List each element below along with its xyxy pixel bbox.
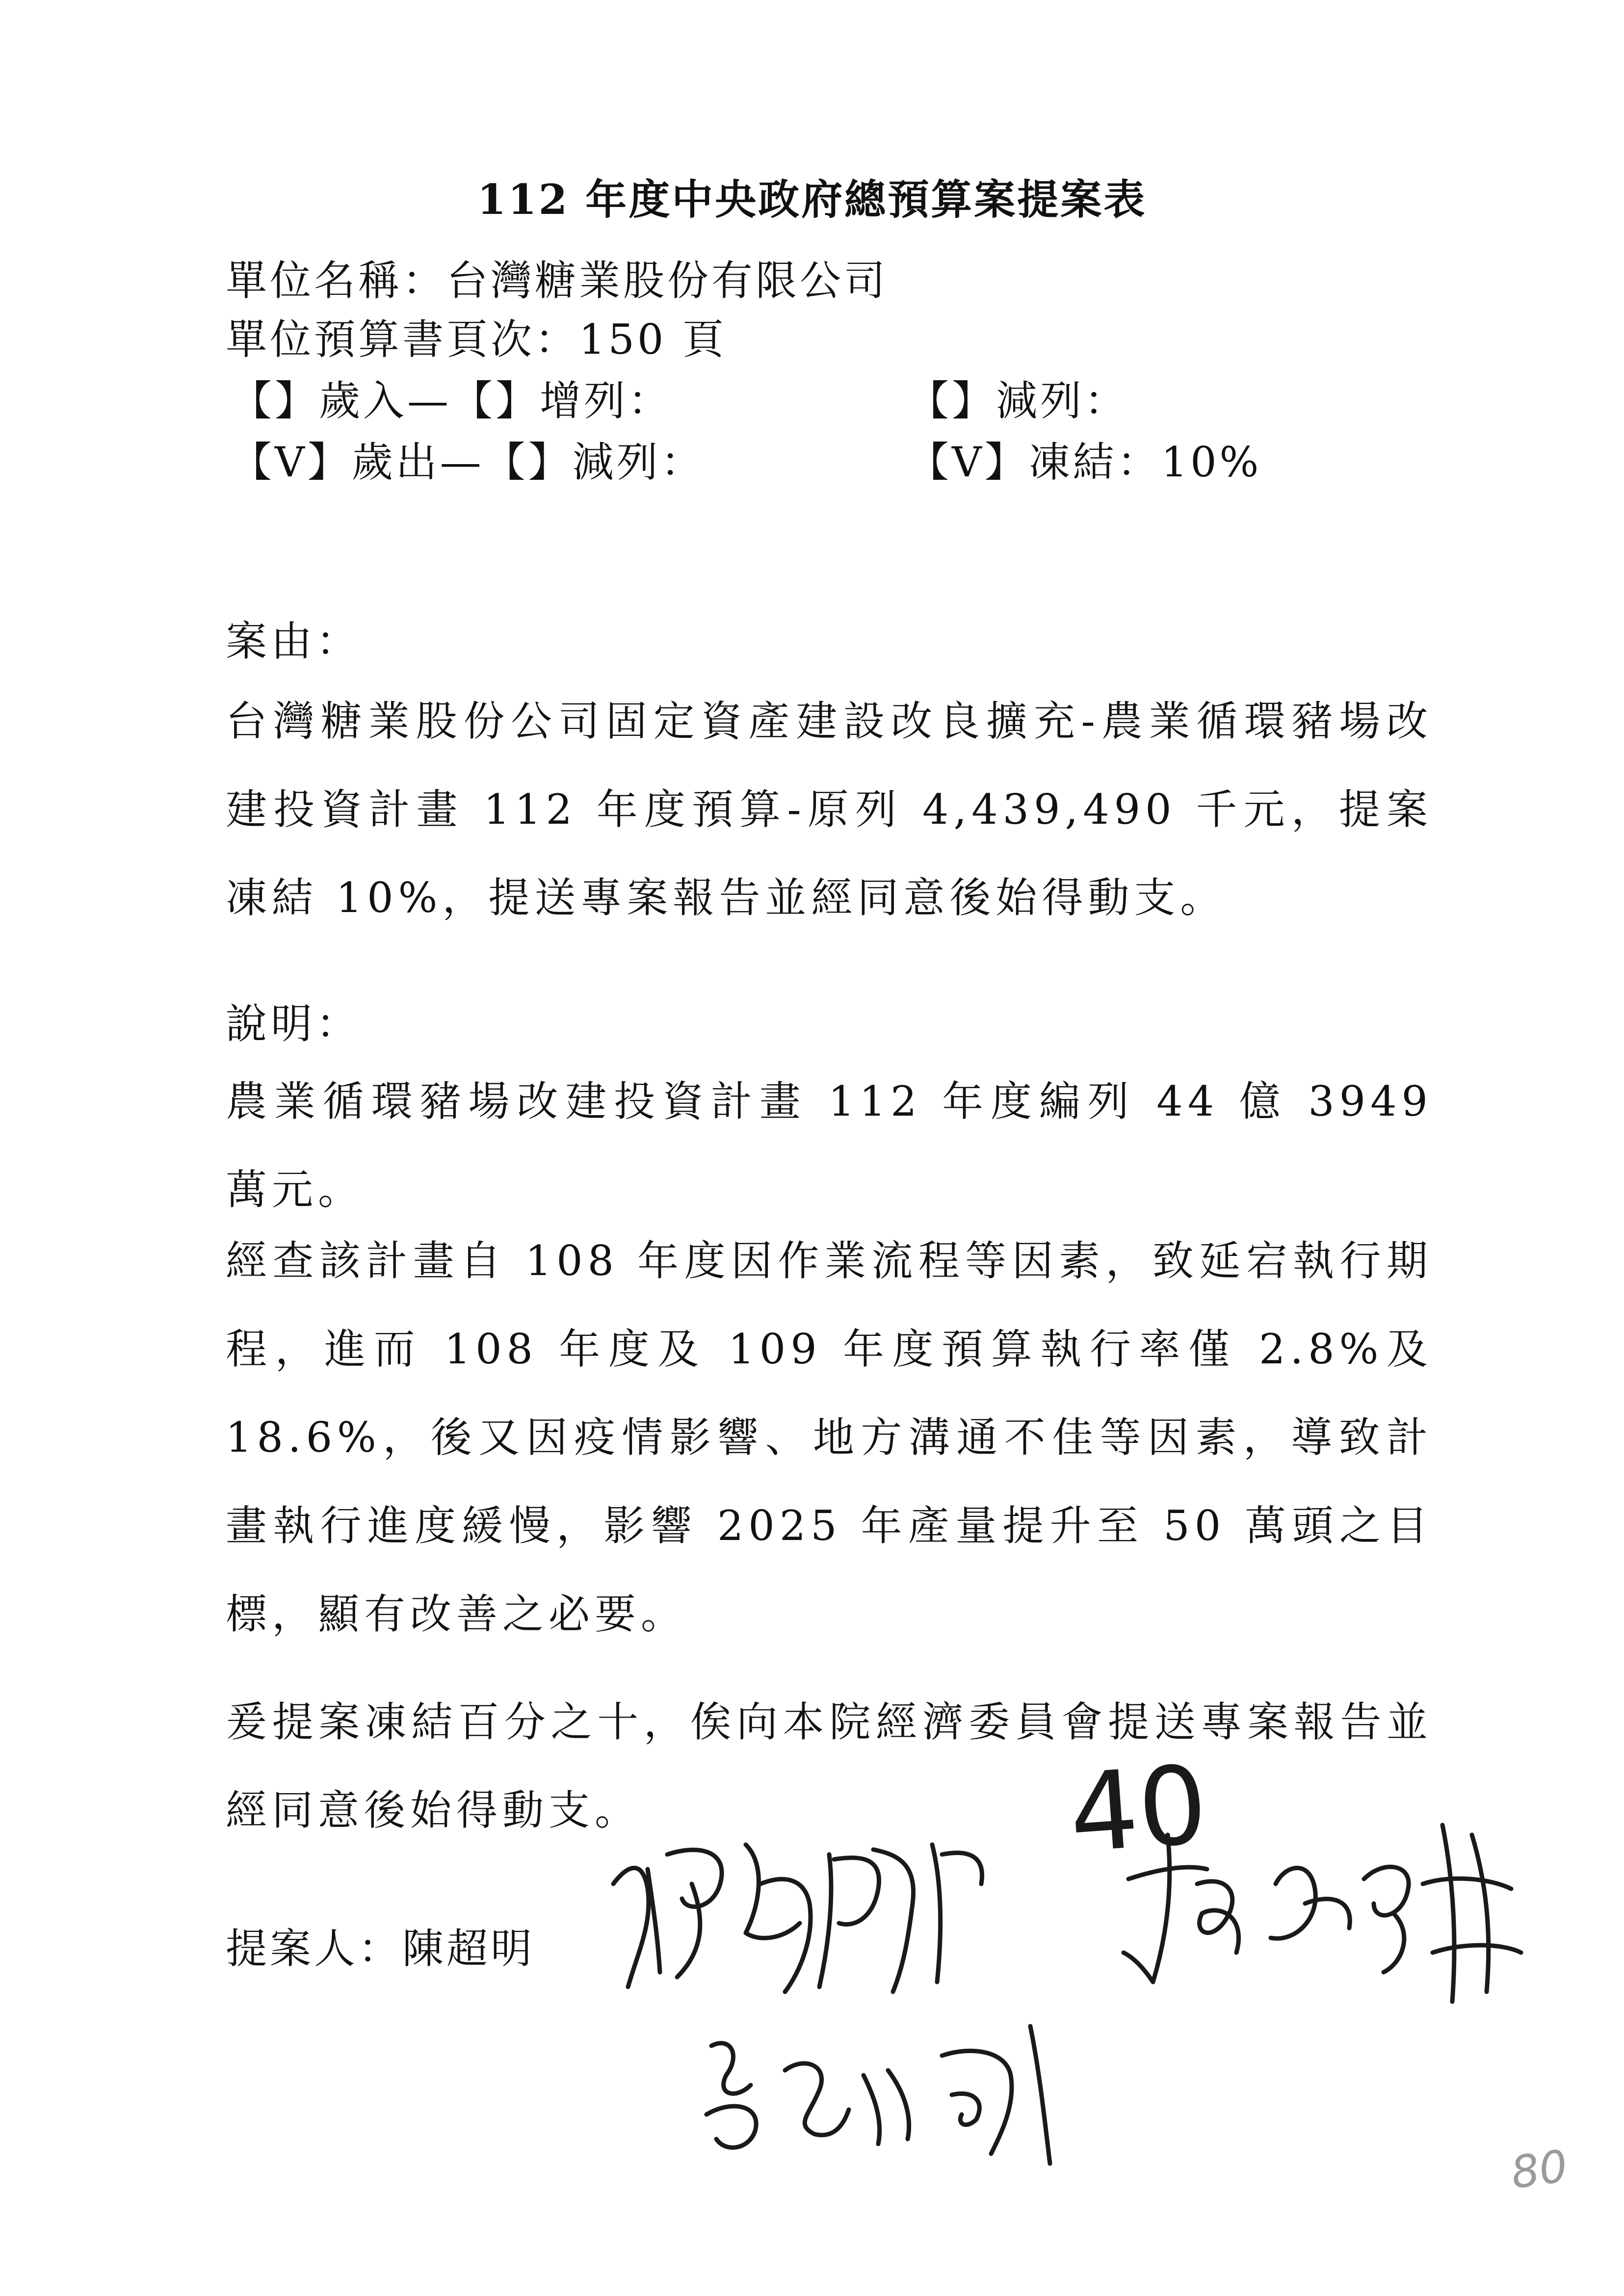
expense-decrease-line: 【V】歲出—【】減列： — [231, 438, 705, 486]
explanation-heading: 說明： — [226, 1000, 362, 1048]
corner-page-number: 80 — [1508, 2140, 1571, 2199]
revenue-increase-line: 【】歲入—【】增列： — [231, 377, 673, 425]
revenue-decrease-line: 【】減列： — [908, 377, 1129, 425]
proposer-line: 提案人：陳超明 — [226, 1925, 535, 1973]
explanation-paragraph-1: 農業循環豬場改建投資計畫 112 年度編列 44 億 3949 萬元。 — [226, 1077, 1433, 1214]
expense-freeze-line: 【V】凍結：10% — [908, 438, 1262, 486]
explanation-paragraph-3: 爰提案凍結百分之十，俟向本院經濟委員會提送專案報告並經同意後始得動支。 — [226, 1698, 1433, 1834]
signature-1 — [599, 1825, 1001, 2002]
unit-name: 單位名稱：台灣糖業股份有限公司 — [226, 257, 889, 305]
unit-budget-page: 單位預算書頁次：150 頁 — [226, 315, 727, 364]
reason-paragraph: 台灣糖業股份公司固定資產建設改良擴充-農業循環豬場改建投資計畫 112 年度預算-原列 4,439,490 千元，提案凍結 10%，提送專案報告並經同意後始得動支。 — [226, 697, 1433, 922]
reason-heading: 案由： — [226, 617, 362, 665]
signature-3 — [687, 2016, 1060, 2164]
document-title: 112 年度中央政府總預算案提案表 — [477, 175, 1147, 224]
handwritten-page-number: 40 — [1065, 1742, 1211, 1877]
explanation-paragraph-2: 經查該計畫自 108 年度因作業流程等因素，致延宕執行期程，進而 108 年度及 109 年度預算執行率僅 2.8%及 18.6%，後又因疫情影響、地方溝通不佳等因素，導致計畫執行進度緩慢，影響 2025 年產量提升至 50 萬頭之目標，顯有改善之必要。 — [226, 1237, 1433, 1638]
